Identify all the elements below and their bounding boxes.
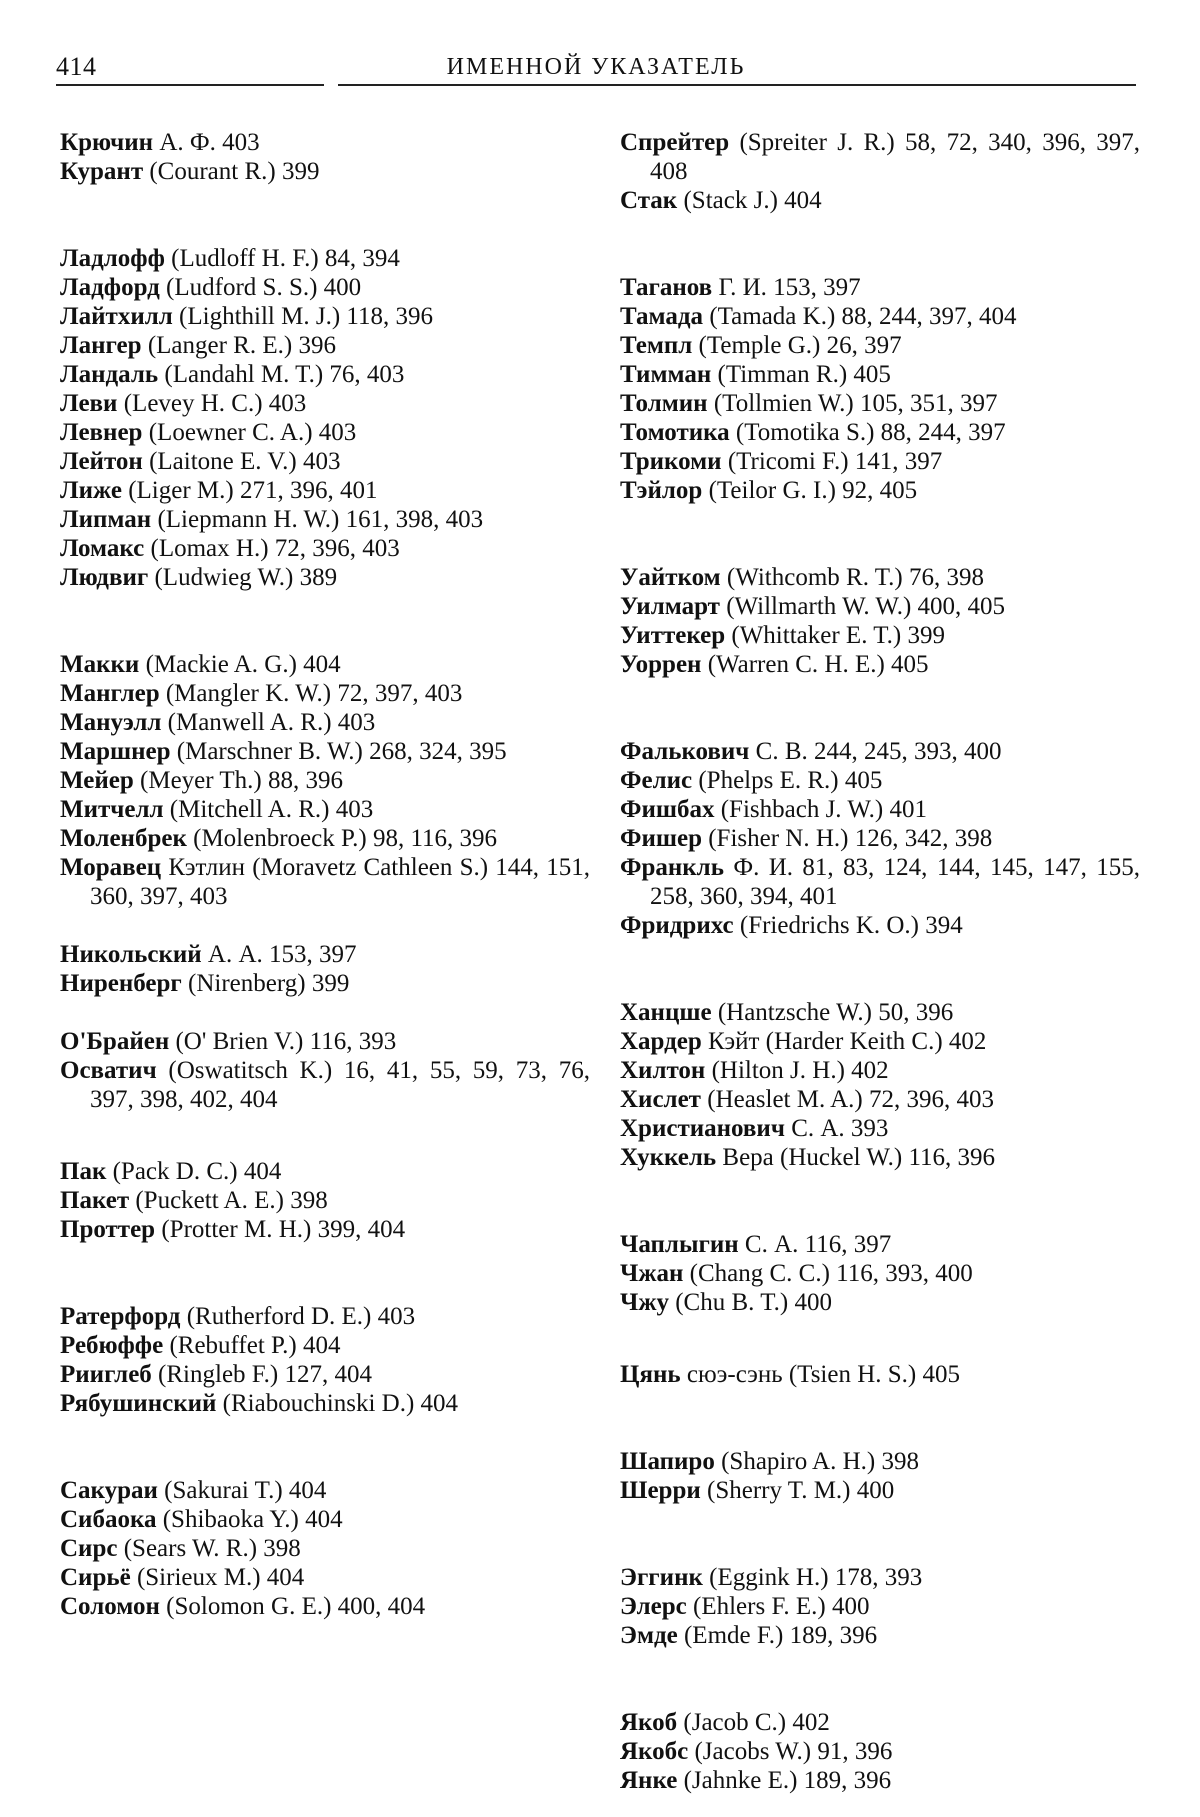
entry-surname: Манглер	[60, 680, 160, 707]
index-entry	[620, 186, 1140, 215]
entry-surname: Эггинк	[620, 1564, 703, 1591]
entry-details: (Tamada K.) 88, 244, 397, 404	[703, 303, 1017, 330]
entry-details: А. Ф. 403	[153, 129, 260, 156]
index-entry	[60, 128, 590, 157]
entry-surname: Людвиг	[60, 564, 149, 591]
index-entry	[620, 447, 1140, 476]
entry-surname: Осватич	[60, 1057, 157, 1084]
entry-surname: Сибаока	[60, 1506, 157, 1533]
entry-details: С. А. 393	[784, 1115, 889, 1142]
index-entry	[60, 563, 590, 592]
entry-details: (Jacobs W.) 91, 396	[688, 1738, 893, 1765]
index-entry	[60, 679, 590, 708]
entry-surname: Никольский	[60, 941, 202, 968]
entry-details: (Puckett A. E.) 398	[129, 1187, 328, 1214]
entry-details: С. А. 116, 397	[738, 1231, 892, 1258]
entry-details: (Withcomb R. T.) 76, 398	[720, 564, 984, 591]
index-entry	[620, 360, 1140, 389]
entry-surname: Соломон	[60, 1593, 160, 1620]
entry-details: (Levey H. C.) 403	[117, 390, 307, 417]
entry-surname: Моленбрек	[60, 825, 187, 852]
index-entry	[60, 1186, 590, 1215]
entry-details: (Temple G.) 26, 397	[692, 332, 902, 359]
entry-surname: Хилтон	[620, 1057, 706, 1084]
index-entry	[60, 1592, 590, 1621]
entry-details: (Shibaoka Y.) 404	[156, 1506, 343, 1533]
entry-surname: Фелис	[620, 767, 693, 794]
index-entry	[60, 795, 590, 824]
index-entry	[620, 1143, 1140, 1172]
entry-details: (Willmarth W. W.) 400, 405	[719, 593, 1006, 620]
index-entry	[60, 708, 590, 737]
index-entry	[620, 273, 1140, 302]
entry-details: (Tomotika S.) 88, 244, 397	[729, 419, 1006, 446]
entry-surname: Ладфорд	[60, 274, 160, 301]
entry-details: (Ludwieg W.) 389	[148, 564, 338, 591]
entry-details: Ф. И. 81, 83, 124, 144, 145, 147, 155, 258, 360, 394, 401	[650, 854, 1140, 910]
index-entry	[620, 1027, 1140, 1056]
entry-surname: Хардер	[620, 1028, 702, 1055]
entry-details: (Whittaker E. T.) 399	[725, 622, 945, 649]
entry-surname: Сирс	[60, 1535, 118, 1562]
index-letter-group	[60, 1027, 590, 1114]
index-entry	[620, 1085, 1140, 1114]
entry-surname: Ладлофф	[60, 245, 165, 272]
entry-details: Кэйт (Harder Keith C.) 402	[701, 1028, 987, 1055]
entry-surname: Фалькович	[620, 738, 750, 765]
entry-details: (Sherry T. M.) 400	[700, 1477, 895, 1504]
entry-surname: Лангер	[60, 332, 142, 359]
entry-details: (Heaslet M. A.) 72, 396, 403	[700, 1086, 994, 1113]
entry-surname: Липман	[60, 506, 152, 533]
index-entry	[620, 824, 1140, 853]
entry-details: (Oswatitsch K.) 16, 41, 55, 59, 73, 76, 397, 398, 402, 404	[90, 1057, 590, 1113]
entry-details: (Liepmann H. W.) 161, 398, 403	[151, 506, 484, 533]
entry-details: (Rebuffet P.) 404	[163, 1332, 341, 1359]
entry-details: (Hilton J. H.) 402	[705, 1057, 889, 1084]
index-entry	[620, 1621, 1140, 1650]
entry-details: (Laitone E. V.) 403	[142, 448, 341, 475]
entry-details: (Hantzsche W.) 50, 396	[711, 999, 954, 1026]
index-letter-group	[620, 737, 1140, 940]
index-entry	[60, 737, 590, 766]
entry-details: (Shapiro A. H.) 398	[714, 1448, 919, 1475]
entry-details: (Mangler K. W.) 72, 397, 403	[159, 680, 463, 707]
entry-surname: Якоб	[620, 1709, 678, 1736]
right-index-column	[620, 128, 1140, 1795]
entry-surname: Толмин	[620, 390, 708, 417]
entry-surname: Проттер	[60, 1216, 156, 1243]
entry-surname: Хуккель	[620, 1144, 717, 1171]
index-entry	[620, 998, 1140, 1027]
index-entry	[60, 1056, 590, 1114]
index-entry	[60, 969, 590, 998]
entry-surname: Лейтон	[60, 448, 143, 475]
header-rule-right	[338, 84, 1136, 86]
entry-surname: Ханцше	[620, 999, 712, 1026]
index-entry	[620, 1360, 1140, 1389]
entry-details: (Sears W. R.) 398	[117, 1535, 301, 1562]
entry-surname: Курант	[60, 158, 144, 185]
entry-surname: Уиттекер	[620, 622, 726, 649]
index-entry	[620, 1563, 1140, 1592]
index-entry	[60, 1215, 590, 1244]
index-letter-group	[620, 998, 1140, 1172]
entry-surname: Чжу	[620, 1289, 669, 1316]
index-entry	[620, 476, 1140, 505]
entry-details: (Rutherford D. E.) 403	[180, 1303, 416, 1330]
index-entry	[60, 1157, 590, 1186]
entry-surname: Макки	[60, 651, 140, 678]
header-rule-left	[56, 84, 324, 86]
entry-details: (Langer R. E.) 396	[141, 332, 336, 359]
index-entry	[620, 650, 1140, 679]
entry-details: (Sakurai T.) 404	[157, 1477, 327, 1504]
page-number: 414	[56, 52, 97, 81]
index-entry	[60, 1563, 590, 1592]
index-entry	[60, 418, 590, 447]
index-entry	[60, 273, 590, 302]
index-entry	[620, 911, 1140, 940]
index-entry	[60, 302, 590, 331]
entry-surname: Леви	[60, 390, 118, 417]
index-letter-group	[620, 1230, 1140, 1317]
index-entry	[620, 1288, 1140, 1317]
index-entry	[620, 1259, 1140, 1288]
entry-surname: Тимман	[620, 361, 712, 388]
entry-surname: Тамада	[620, 303, 704, 330]
entry-surname: Мейер	[60, 767, 134, 794]
index-entry	[620, 795, 1140, 824]
entry-surname: Чаплыгин	[620, 1231, 739, 1258]
entry-details: (Landahl M. T.) 76, 403	[158, 361, 405, 388]
index-entry	[620, 853, 1140, 911]
index-entry	[60, 824, 590, 853]
entry-surname: Пакет	[60, 1187, 130, 1214]
entry-details: (Ehlers F. E.) 400	[686, 1593, 870, 1620]
entry-surname: Рябушинский	[60, 1390, 217, 1417]
index-letter-group	[620, 563, 1140, 679]
index-letter-group	[60, 940, 590, 998]
entry-surname: Христианович	[620, 1115, 785, 1142]
entry-surname: Ландаль	[60, 361, 159, 388]
index-letter-group	[620, 1563, 1140, 1650]
entry-details: (Molenbroeck P.) 98, 116, 396	[186, 825, 498, 852]
index-entry	[60, 360, 590, 389]
index-entry	[620, 1447, 1140, 1476]
entry-details: (Warren C. H. E.) 405	[701, 651, 929, 678]
entry-details: (Sirieux M.) 404	[130, 1564, 305, 1591]
entry-surname: Митчелл	[60, 796, 164, 823]
entry-details: (Courant R.) 399	[143, 158, 320, 185]
index-letter-group	[60, 650, 590, 911]
index-entry	[60, 1476, 590, 1505]
index-entry	[60, 331, 590, 360]
entry-details: (Marschner B. W.) 268, 324, 395	[170, 738, 507, 765]
entry-details: (Teilor G. I.) 92, 405	[702, 477, 918, 504]
entry-surname: Маршнер	[60, 738, 171, 765]
running-title: ИМЕННОЙ УКАЗАТЕЛЬ	[446, 54, 746, 80]
index-entry	[60, 1389, 590, 1418]
entry-surname: Сакураи	[60, 1477, 158, 1504]
index-letter-group	[620, 1447, 1140, 1505]
entry-surname: Хислет	[620, 1086, 701, 1113]
entry-surname: Янке	[620, 1767, 678, 1794]
entry-surname: Трикоми	[620, 448, 722, 475]
index-entry	[620, 302, 1140, 331]
entry-details: (Lighthill M. J.) 118, 396	[172, 303, 433, 330]
index-entry	[60, 1302, 590, 1331]
entry-surname: Ратерфорд	[60, 1303, 181, 1330]
entry-surname: Мануэлл	[60, 709, 162, 736]
entry-details: (Chu B. T.) 400	[668, 1289, 832, 1316]
entry-details: (Chang C. C.) 116, 393, 400	[683, 1260, 973, 1287]
left-index-column	[60, 128, 590, 1621]
index-entry	[620, 1056, 1140, 1085]
entry-surname: Цянь	[620, 1361, 681, 1388]
entry-details: (Jahnke E.) 189, 396	[677, 1767, 892, 1794]
entry-surname: Шерри	[620, 1477, 701, 1504]
index-letter-group	[60, 1302, 590, 1418]
entry-surname: Томотика	[620, 419, 730, 446]
entry-surname: Фишер	[620, 825, 702, 852]
entry-surname: Ребюффе	[60, 1332, 164, 1359]
entry-surname: Элерс	[620, 1593, 687, 1620]
entry-surname: Рииглеб	[60, 1361, 152, 1388]
entry-details: (Protter M. H.) 399, 404	[155, 1216, 406, 1243]
entry-details: Вера (Huckel W.) 116, 396	[716, 1144, 996, 1171]
entry-details: (Solomon G. E.) 400, 404	[159, 1593, 426, 1620]
index-entry	[60, 1027, 590, 1056]
index-entry	[60, 1534, 590, 1563]
entry-surname: Шапиро	[620, 1448, 715, 1475]
entry-details: (O' Brien V.) 116, 393	[169, 1028, 397, 1055]
index-entry	[60, 1331, 590, 1360]
index-entry	[620, 737, 1140, 766]
entry-details: (Fishbach J. W.) 401	[714, 796, 927, 823]
entry-surname: Пак	[60, 1158, 107, 1185]
entry-details: (Loewner C. A.) 403	[142, 419, 357, 446]
entry-details: (Liger M.) 271, 396, 401	[121, 477, 378, 504]
entry-surname: Эмде	[620, 1622, 678, 1649]
entry-details: (Phelps E. R.) 405	[692, 767, 883, 794]
entry-surname: Уайтком	[620, 564, 721, 591]
index-entry	[620, 1737, 1140, 1766]
entry-surname: Темпл	[620, 332, 693, 359]
page-header	[56, 52, 1136, 82]
entry-surname: Левнер	[60, 419, 143, 446]
index-letter-group	[60, 244, 590, 592]
index-entry	[60, 1505, 590, 1534]
entry-details: (Eggink H.) 178, 393	[702, 1564, 923, 1591]
entry-surname: Спрейтер	[620, 129, 730, 156]
entry-details: (Ludford S. S.) 400	[159, 274, 362, 301]
index-entry	[620, 418, 1140, 447]
entry-surname: Уоррен	[620, 651, 702, 678]
entry-details: (Lomax H.) 72, 396, 403	[144, 535, 400, 562]
entry-surname: Франкль	[620, 854, 724, 881]
entry-details: (Pack D. C.) 404	[106, 1158, 282, 1185]
entry-surname: Чжан	[620, 1260, 684, 1287]
entry-surname: О'Брайен	[60, 1028, 170, 1055]
index-entry	[60, 447, 590, 476]
entry-surname: Стак	[620, 187, 678, 214]
entry-surname: Моравец	[60, 854, 162, 881]
index-entry	[620, 1592, 1140, 1621]
index-entry	[620, 563, 1140, 592]
entry-details: (Friedrichs K. O.) 394	[733, 912, 963, 939]
entry-surname: Лайтхилл	[60, 303, 173, 330]
entry-details: А. А. 153, 397	[201, 941, 357, 968]
index-entry	[620, 1114, 1140, 1143]
entry-details: (Emde F.) 189, 396	[677, 1622, 878, 1649]
index-entry	[60, 853, 590, 911]
entry-details: (Riabouchinski D.) 404	[216, 1390, 459, 1417]
index-letter-group	[620, 128, 1140, 215]
index-entry	[620, 331, 1140, 360]
index-entry	[620, 621, 1140, 650]
entry-surname: Сирьё	[60, 1564, 131, 1591]
index-letter-group	[60, 1476, 590, 1621]
entry-details: С. В. 244, 245, 393, 400	[749, 738, 1002, 765]
entry-details: (Mackie A. G.) 404	[139, 651, 341, 678]
index-entry	[620, 766, 1140, 795]
entry-surname: Таганов	[620, 274, 713, 301]
entry-details: (Meyer Th.) 88, 396	[133, 767, 343, 794]
index-letter-group	[60, 128, 590, 186]
index-entry	[60, 476, 590, 505]
entry-surname: Тэйлор	[620, 477, 703, 504]
index-entry	[620, 389, 1140, 418]
entry-details: (Stack J.) 404	[677, 187, 822, 214]
entry-details: (Timman R.) 405	[711, 361, 891, 388]
entry-details: (Spreiter J. R.) 58, 72, 340, 396, 397, 408	[650, 129, 1140, 185]
entry-surname: Ниренберг	[60, 970, 182, 997]
index-entry	[620, 128, 1140, 186]
index-letter-group	[620, 1708, 1140, 1795]
index-entry	[620, 1766, 1140, 1795]
entry-surname: Ломакс	[60, 535, 145, 562]
entry-details: (Fisher N. H.) 126, 342, 398	[701, 825, 993, 852]
entry-surname: Якобс	[620, 1738, 689, 1765]
entry-surname: Фридрихс	[620, 912, 734, 939]
index-letter-group	[620, 1360, 1140, 1389]
entry-surname: Фишбах	[620, 796, 715, 823]
index-letter-group	[60, 1157, 590, 1244]
entry-details: Кэтлин (Moravetz Cathleen S.) 144, 151, 360, 397, 403	[90, 854, 590, 910]
index-entry	[60, 1360, 590, 1389]
index-entry	[620, 592, 1140, 621]
index-entry	[60, 157, 590, 186]
entry-surname: Крючин	[60, 129, 154, 156]
entry-details: (Nirenberg) 399	[181, 970, 350, 997]
entry-details: (Tollmien W.) 105, 351, 397	[707, 390, 998, 417]
entry-details: (Mitchell A. R.) 403	[163, 796, 374, 823]
entry-details: (Tricomi F.) 141, 397	[721, 448, 943, 475]
entry-details: (Ludloff H. F.) 84, 394	[164, 245, 400, 272]
entry-details: Г. И. 153, 397	[712, 274, 861, 301]
index-entry	[620, 1230, 1140, 1259]
entry-surname: Уилмарт	[620, 593, 720, 620]
index-entry	[60, 650, 590, 679]
index-entry	[60, 534, 590, 563]
index-letter-group	[620, 273, 1140, 505]
entry-surname: Лиже	[60, 477, 122, 504]
index-entry	[60, 940, 590, 969]
entry-details: (Jacob C.) 402	[677, 1709, 830, 1736]
index-entry	[60, 766, 590, 795]
index-entry	[60, 505, 590, 534]
entry-details: (Manwell A. R.) 403	[161, 709, 376, 736]
entry-details: сюэ-сэнь (Tsien H. S.) 405	[680, 1361, 961, 1388]
index-entry	[60, 389, 590, 418]
index-entry	[620, 1708, 1140, 1737]
index-entry	[60, 244, 590, 273]
index-entry	[620, 1476, 1140, 1505]
entry-details: (Ringleb F.) 127, 404	[151, 1361, 373, 1388]
